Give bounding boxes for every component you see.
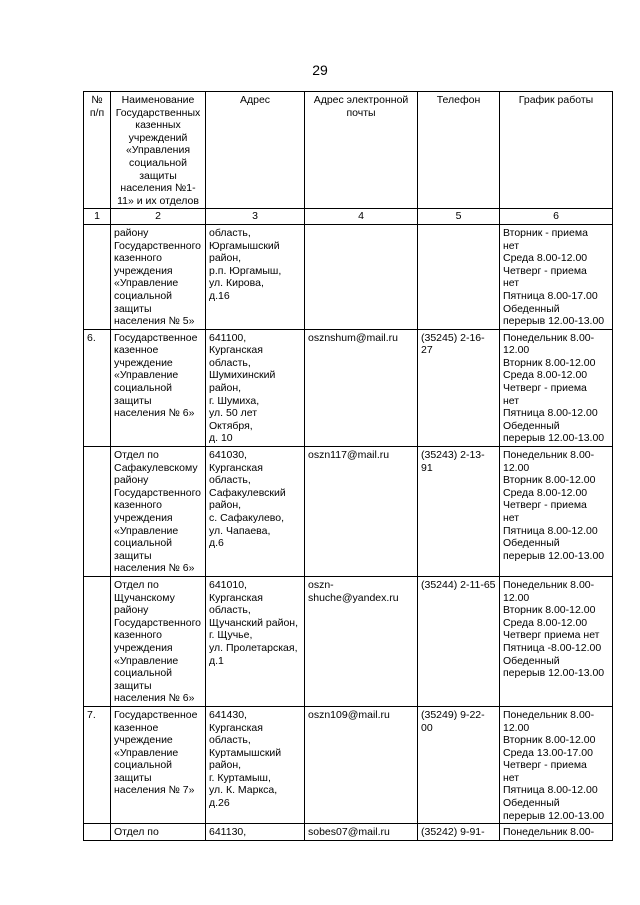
header-number: № п/п — [84, 92, 111, 209]
institution-address: 641030, Курганская область, Сафакулевский район, с. Сафакулево, ул. Чапаева, д.6 — [206, 447, 305, 577]
institution-address: 641010, Курганская область, Щучанский район, г. Щучье, ул. Пролетарская, д.1 — [206, 576, 305, 706]
table-row — [84, 329, 613, 446]
institution-email: osznshum@mail.ru — [305, 329, 418, 446]
institution-email: oszn- shuche@yandex.ru — [305, 576, 418, 706]
institution-phone — [418, 224, 500, 329]
institution-name: Отдел по Щучанскому району Государственного казенного учреждения «Управление социальной защиты населения № 6» — [111, 576, 206, 706]
column-number: 4 — [305, 209, 418, 225]
work-schedule: Вторник - приема нет Среда 8.00-12.00 Четверг - приема нет Пятница 8.00-17.00 Обеденный перерыв 12.00-13.00 — [500, 224, 613, 329]
table-row — [84, 224, 613, 329]
page-number: 29 — [312, 62, 328, 78]
row-number — [84, 447, 111, 577]
table-row — [84, 576, 613, 706]
institution-address: 641430, Курганская область, Куртамышский район, г. Куртамыш, ул. К. Маркса, д.26 — [206, 706, 305, 823]
column-number: 1 — [84, 209, 111, 225]
work-schedule: Понедельник 8.00- 12.00 Вторник 8.00-12.00 Среда 8.00-12.00 Четверг - приема нет Пятница 8.00-12.00 Обеденный перерыв 12.00-13.00 — [500, 329, 613, 446]
header-name: Наименование Государственных казенных учреждений «Управления социальной защиты населения №1- 11» и их отделов — [111, 92, 206, 209]
header-row — [84, 92, 613, 209]
column-number-row — [84, 209, 613, 225]
institution-address: 641100, Курганская область, Шумихинский район, г. Шумиха, ул. 50 лет Октября, д. 10 — [206, 329, 305, 446]
work-schedule: Понедельник 8.00- 12.00 Вторник 8.00-12.00 Среда 8.00-12.00 Четверг приема нет Пятница -8.00-12.00 Обеденный перерыв 12.00-13.00 — [500, 576, 613, 706]
institution-phone: (35245) 2-16- 27 — [418, 329, 500, 446]
row-number — [84, 824, 111, 841]
institution-phone: (35244) 2-11-65 — [418, 576, 500, 706]
institution-phone: (35249) 9-22- 00 — [418, 706, 500, 823]
institution-email: sobes07@mail.ru — [305, 824, 418, 841]
header-schedule: График работы — [500, 92, 613, 209]
header-phone: Телефон — [418, 92, 500, 209]
institutions-table — [83, 91, 613, 841]
row-number — [84, 576, 111, 706]
header-address: Адрес — [206, 92, 305, 209]
row-number: 6. — [84, 329, 111, 446]
institution-name: Государственное казенное учреждение «Управление социальной защиты населения № 7» — [111, 706, 206, 823]
column-number: 2 — [111, 209, 206, 225]
table-row — [84, 824, 613, 841]
institution-name: Отдел по — [111, 824, 206, 841]
header-email: Адрес электронной почты — [305, 92, 418, 209]
table-row — [84, 706, 613, 823]
institution-name: Отдел по Сафакулевскому району Государственного казенного учреждения «Управление социальной защиты населения № 6» — [111, 447, 206, 577]
row-number: 7. — [84, 706, 111, 823]
institution-email: oszn117@mail.ru — [305, 447, 418, 577]
institution-email: oszn109@mail.ru — [305, 706, 418, 823]
institution-phone: (35242) 9-91- — [418, 824, 500, 841]
work-schedule: Понедельник 8.00- — [500, 824, 613, 841]
institution-name: Государственное казенное учреждение «Управление социальной защиты населения № 6» — [111, 329, 206, 446]
column-number: 3 — [206, 209, 305, 225]
row-number — [84, 224, 111, 329]
institution-address: область, Юргамышский район, р.п. Юргамыш, ул. Кирова, д.16 — [206, 224, 305, 329]
work-schedule: Понедельник 8.00- 12.00 Вторник 8.00-12.00 Среда 13.00-17.00 Четверг - приема нет Пятница 8.00-12.00 Обеденный перерыв 12.00-13.00 — [500, 706, 613, 823]
institution-email — [305, 224, 418, 329]
column-number: 6 — [500, 209, 613, 225]
institution-address: 641130, — [206, 824, 305, 841]
work-schedule: Понедельник 8.00- 12.00 Вторник 8.00-12.00 Среда 8.00-12.00 Четверг - приема нет Пятница 8.00-12.00 Обеденный перерыв 12.00-13.00 — [500, 447, 613, 577]
institution-phone: (35243) 2-13- 91 — [418, 447, 500, 577]
table-row — [84, 447, 613, 577]
institution-name: району Государственного казенного учреждения «Управление социальной защиты населения № 5» — [111, 224, 206, 329]
column-number: 5 — [418, 209, 500, 225]
